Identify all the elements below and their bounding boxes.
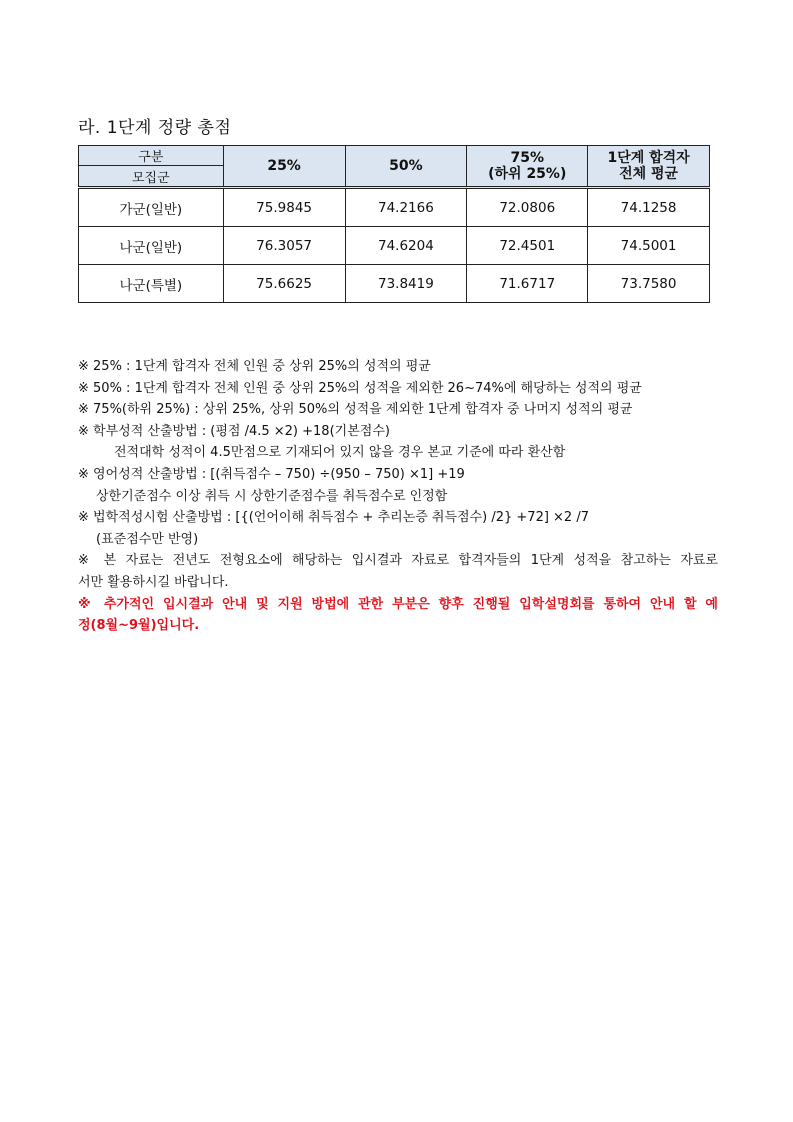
header-50-percent: 50% xyxy=(345,146,467,188)
score-table xyxy=(78,145,710,303)
table-row xyxy=(79,265,710,303)
header-recruit-group: 모집군 xyxy=(79,166,224,188)
cell-average: 73.7580 xyxy=(588,265,710,303)
note-admission-briefing: ※ 추가적인 입시결과 안내 및 지원 방법에 관한 부분은 향후 진행될 입학설명회를 통하여 안내 할 예 xyxy=(78,596,718,612)
cell-75: 71.6717 xyxy=(467,265,588,303)
cell-50: 74.6204 xyxy=(345,227,467,265)
note-50-definition: ※ 50% : 1단계 합격자 전체 인원 중 상위 25%의 성적을 제외한 26~74%에 해당하는 성적의 평균 xyxy=(78,380,642,396)
row-group: 나군(일반) xyxy=(79,227,224,265)
note-reference-usage: ※ 본 자료는 전년도 전형요소에 해당하는 입시결과 자료로 합격자들의 1단계 성적을 참고하는 자료로 xyxy=(78,553,718,569)
cell-75: 72.0806 xyxy=(467,188,588,227)
header-25-percent: 25% xyxy=(223,146,345,188)
note-25-definition: ※ 25% : 1단계 합격자 전체 인원 중 상위 25%의 성적의 평균 xyxy=(78,359,431,374)
note-gpa-formula: ※ 학부성적 산출방법 : (평점 /4.5 ×2) +18(기본점수) xyxy=(78,423,390,439)
section-title: 라. 1단계 정량 총점 xyxy=(78,118,232,138)
header-category: 구분 xyxy=(79,146,224,166)
table-row xyxy=(79,188,710,227)
note-reference-usage-cont: 서만 활용하시길 바랍니다. xyxy=(78,574,229,590)
note-english-cap: 상한기준점수 이상 취득 시 상한기준점수를 취득점수로 인정함 xyxy=(96,488,448,504)
row-group: 나군(특별) xyxy=(79,265,224,303)
cell-average: 74.1258 xyxy=(588,188,710,227)
note-english-formula: ※ 영어성적 산출방법 : [(취득점수 – 750) ÷(950 – 750) ×1] +19 xyxy=(78,466,465,482)
note-75-definition: ※ 75%(하위 25%) : 상위 25%, 상위 50%의 성적을 제외한 1단계 합격자 중 나머지 성적의 평균 xyxy=(78,402,633,418)
note-leet-standard-score: (표준점수만 반영) xyxy=(96,531,199,547)
header-75-percent: 75% (하위 25%) xyxy=(467,146,588,188)
note-gpa-conversion: 전적대학 성적이 4.5만점으로 기재되어 있지 않을 경우 본교 기준에 따라 환산함 xyxy=(114,445,566,461)
table-row xyxy=(79,227,710,265)
cell-75: 72.4501 xyxy=(467,227,588,265)
cell-25: 76.3057 xyxy=(223,227,345,265)
note-admission-briefing-cont: 정(8월~9월)입니다. xyxy=(78,618,200,634)
cell-average: 74.5001 xyxy=(588,227,710,265)
header-overall-average: 1단계 합격자 전체 평균 xyxy=(588,146,710,188)
cell-50: 74.2166 xyxy=(345,188,467,227)
notes-section xyxy=(78,356,718,637)
cell-50: 73.8419 xyxy=(345,265,467,303)
cell-25: 75.9845 xyxy=(223,188,345,227)
note-leet-formula: ※ 법학적성시험 산출방법 : [{(언어이해 취득점수 + 추리논증 취득점수) /2} +72] ×2 /7 xyxy=(78,510,589,526)
cell-25: 75.6625 xyxy=(223,265,345,303)
row-group: 가군(일반) xyxy=(79,188,224,227)
